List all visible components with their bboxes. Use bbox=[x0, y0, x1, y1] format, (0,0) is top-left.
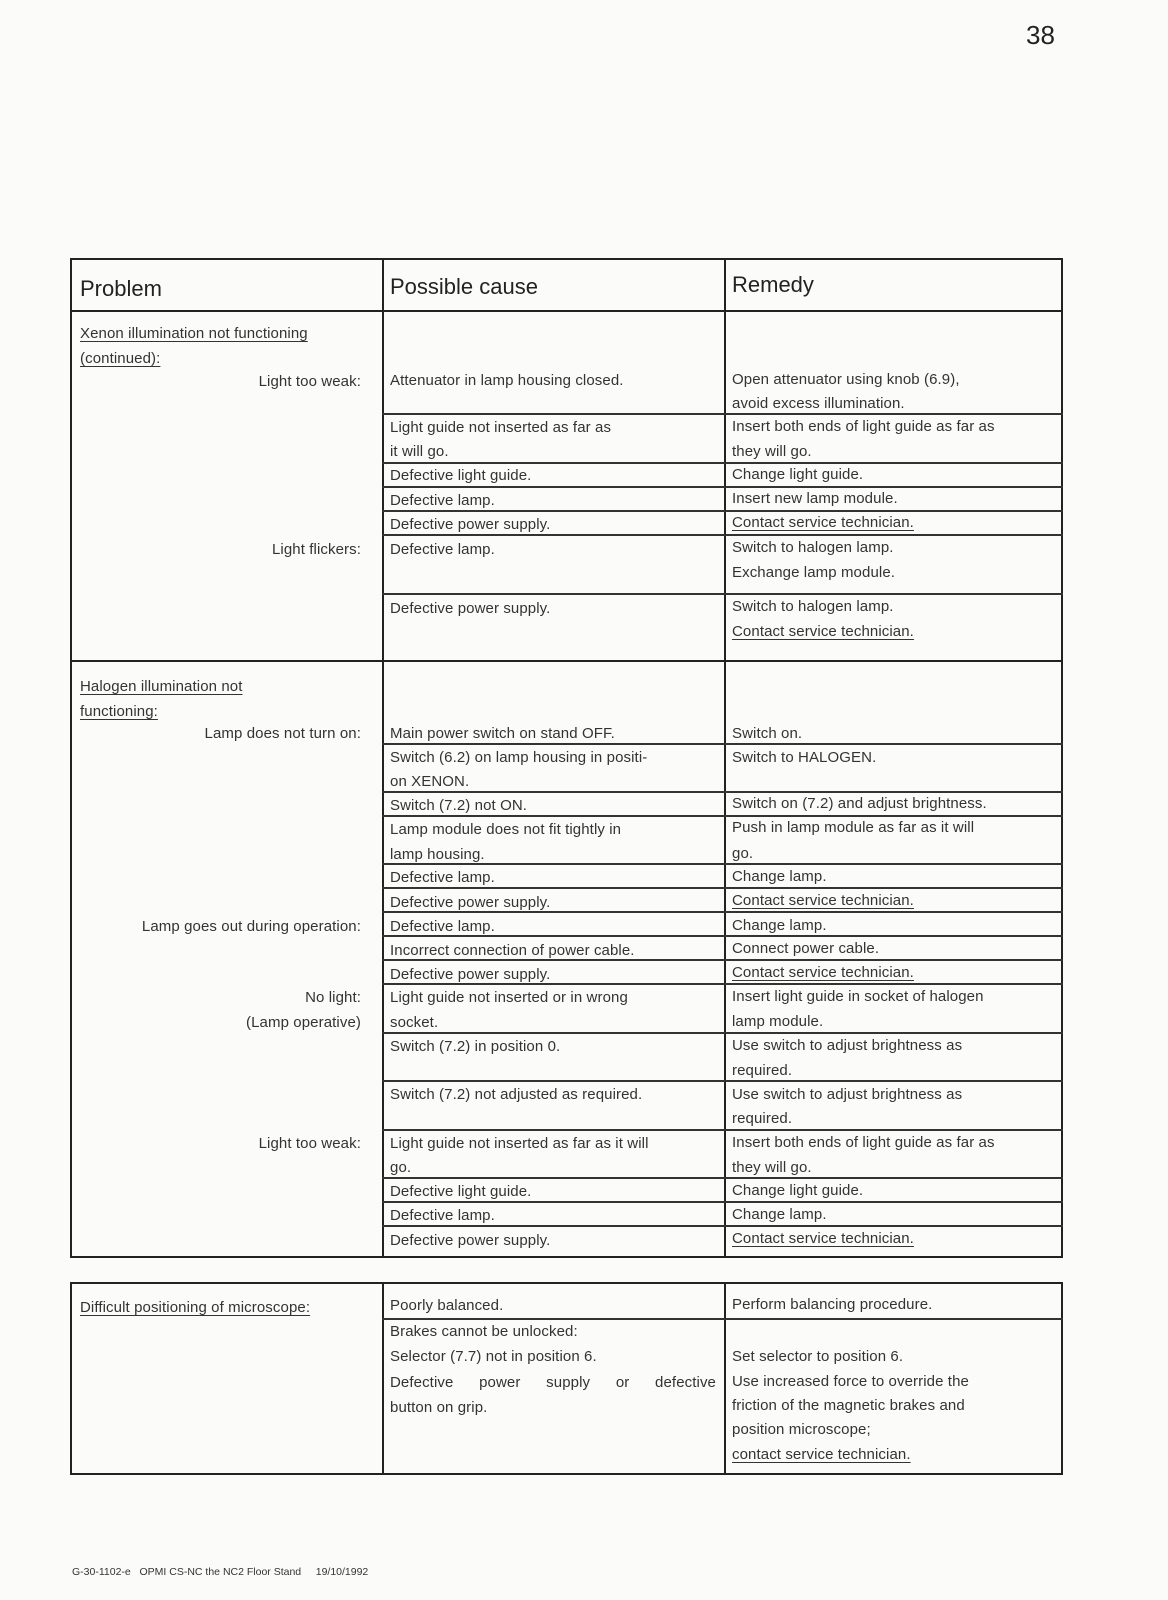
halogen-cause: lamp housing. bbox=[390, 846, 485, 863]
halogen-sub-nolight: No light: bbox=[305, 989, 361, 1006]
xenon-cause: Attenuator in lamp housing closed. bbox=[390, 372, 624, 389]
xenon-cause: Defective lamp. bbox=[390, 492, 495, 509]
halogen-remedy: Connect power cable. bbox=[732, 940, 880, 957]
table-header bbox=[70, 258, 1063, 312]
xenon-sub-flicker: Light flickers: bbox=[271, 541, 361, 558]
halogen-cause: Defective power supply. bbox=[390, 894, 551, 911]
halogen-cause: Defective light guide. bbox=[390, 1183, 532, 1200]
halogen-remedy: they will go. bbox=[732, 1159, 812, 1176]
halogen-cause: Defective lamp. bbox=[390, 1207, 495, 1224]
halogen-remedy: Contact service technician. bbox=[732, 892, 914, 909]
halogen-remedy: Use switch to adjust brightness as bbox=[732, 1086, 963, 1103]
halogen-remedy: lamp module. bbox=[732, 1013, 824, 1030]
positioning-remedy: Set selector to position 6. bbox=[732, 1348, 904, 1365]
halogen-remedy: Change lamp. bbox=[732, 917, 827, 934]
xenon-title: Xenon illumination not functioning bbox=[80, 325, 308, 342]
positioning-cause: Defective power supply or defective bbox=[390, 1374, 716, 1391]
header-remedy: Remedy bbox=[732, 272, 814, 297]
positioning-remedy: Use increased force to override the bbox=[732, 1373, 969, 1390]
xenon-remedy: Change light guide. bbox=[732, 466, 864, 483]
halogen-remedy: Switch on (7.2) and adjust brightness. bbox=[732, 795, 987, 812]
xenon-sub-weak: Light too weak: bbox=[258, 373, 361, 390]
halogen-remedy: go. bbox=[732, 845, 754, 862]
xenon-remedy: Open attenuator using knob (6.9), bbox=[732, 371, 960, 388]
halogen-cause: Defective power supply. bbox=[390, 1232, 551, 1249]
halogen-remedy: Switch to HALOGEN. bbox=[732, 749, 877, 766]
halogen-sub-goesout: Lamp goes out during operation: bbox=[141, 918, 361, 935]
halogen-cause: Defective lamp. bbox=[390, 918, 495, 935]
xenon-remedy: they will go. bbox=[732, 443, 812, 460]
xenon-cause: it will go. bbox=[390, 443, 449, 460]
xenon-remedy: Switch to halogen lamp. bbox=[732, 539, 894, 556]
halogen-cause: on XENON. bbox=[390, 773, 470, 790]
halogen-remedy: Contact service technician. bbox=[732, 964, 914, 981]
xenon-remedy: Insert new lamp module. bbox=[732, 490, 898, 507]
halogen-sub-weak: Light too weak: bbox=[258, 1135, 361, 1152]
halogen-cause: Incorrect connection of power cable. bbox=[390, 942, 635, 959]
halogen-remedy: Insert both ends of light guide as far as bbox=[732, 1134, 995, 1151]
positioning-title: Difficult positioning of microscope: bbox=[80, 1299, 311, 1316]
halogen-remedy: required. bbox=[732, 1062, 793, 1079]
halogen-cause: Defective lamp. bbox=[390, 869, 495, 886]
halogen-remedy: Contact service technician. bbox=[732, 1230, 914, 1247]
halogen-remedy: Insert light guide in socket of halogen bbox=[732, 988, 984, 1005]
positioning-cause: Selector (7.7) not in position 6. bbox=[390, 1348, 597, 1365]
xenon-remedy: Switch to halogen lamp. bbox=[732, 598, 894, 615]
halogen-cause: Light guide not inserted or in wrong bbox=[390, 989, 628, 1006]
xenon-cause: Defective light guide. bbox=[390, 467, 532, 484]
halogen-remedy: Change light guide. bbox=[732, 1182, 864, 1199]
halogen-sub-noton: Lamp does not turn on: bbox=[204, 725, 361, 742]
positioning-remedy: Perform balancing procedure. bbox=[732, 1296, 933, 1313]
footer: G-30-1102-e OPMI CS-NC the NC2 Floor Stand 19/10/1992 bbox=[72, 1566, 369, 1578]
halogen-cause: go. bbox=[390, 1159, 412, 1176]
page-number: 38 bbox=[1026, 20, 1055, 50]
halogen-cause: Switch (7.2) not adjusted as required. bbox=[390, 1086, 643, 1103]
xenon-section bbox=[70, 310, 1063, 662]
halogen-remedy: Switch on. bbox=[732, 725, 803, 742]
halogen-remedy: Push in lamp module as far as it will bbox=[732, 819, 975, 836]
xenon-remedy: Insert both ends of light guide as far as bbox=[732, 418, 995, 435]
halogen-title: Halogen illumination not bbox=[80, 678, 243, 695]
halogen-cause: Switch (6.2) on lamp housing in positi- bbox=[390, 749, 648, 766]
halogen-cause: Light guide not inserted as far as it will bbox=[390, 1135, 649, 1152]
halogen-remedy: required. bbox=[732, 1110, 793, 1127]
halogen-cause: socket. bbox=[390, 1014, 439, 1031]
xenon-cause: Defective lamp. bbox=[390, 541, 495, 558]
header-problem: Problem bbox=[80, 276, 162, 301]
halogen-cause: Lamp module does not fit tightly in bbox=[390, 821, 622, 838]
xenon-remedy: Exchange lamp module. bbox=[732, 564, 896, 581]
xenon-cause: Defective power supply. bbox=[390, 516, 551, 533]
halogen-cause: Main power switch on stand OFF. bbox=[390, 725, 615, 742]
xenon-remedy: avoid excess illumination. bbox=[732, 395, 905, 412]
halogen-sub-nolight-note: (Lamp operative) bbox=[246, 1014, 361, 1031]
halogen-cause: Switch (7.2) in position 0. bbox=[390, 1038, 561, 1055]
positioning-section bbox=[70, 1282, 1063, 1475]
xenon-cause: Light guide not inserted as far as bbox=[390, 419, 612, 436]
xenon-remedy: Contact service technician. bbox=[732, 623, 914, 640]
halogen-cause: Defective power supply. bbox=[390, 966, 551, 983]
positioning-cause: button on grip. bbox=[390, 1399, 488, 1416]
halogen-remedy: Change lamp. bbox=[732, 868, 827, 885]
xenon-cause: Defective power supply. bbox=[390, 600, 551, 617]
xenon-title-cont: (continued): bbox=[80, 350, 161, 367]
positioning-cause: Poorly balanced. bbox=[390, 1297, 504, 1314]
halogen-remedy: Change lamp. bbox=[732, 1206, 827, 1223]
header-cause: Possible cause bbox=[390, 274, 538, 299]
halogen-cause: Switch (7.2) not ON. bbox=[390, 797, 528, 814]
positioning-cause: Brakes cannot be unlocked: bbox=[390, 1323, 578, 1340]
positioning-remedy: position microscope; bbox=[732, 1421, 871, 1438]
positioning-remedy: contact service technician. bbox=[732, 1446, 911, 1463]
halogen-section bbox=[70, 660, 1063, 1258]
halogen-remedy: Use switch to adjust brightness as bbox=[732, 1037, 963, 1054]
xenon-remedy: Contact service technician. bbox=[732, 514, 914, 531]
positioning-remedy: friction of the magnetic brakes and bbox=[732, 1397, 965, 1414]
halogen-title-cont: functioning: bbox=[80, 703, 158, 720]
